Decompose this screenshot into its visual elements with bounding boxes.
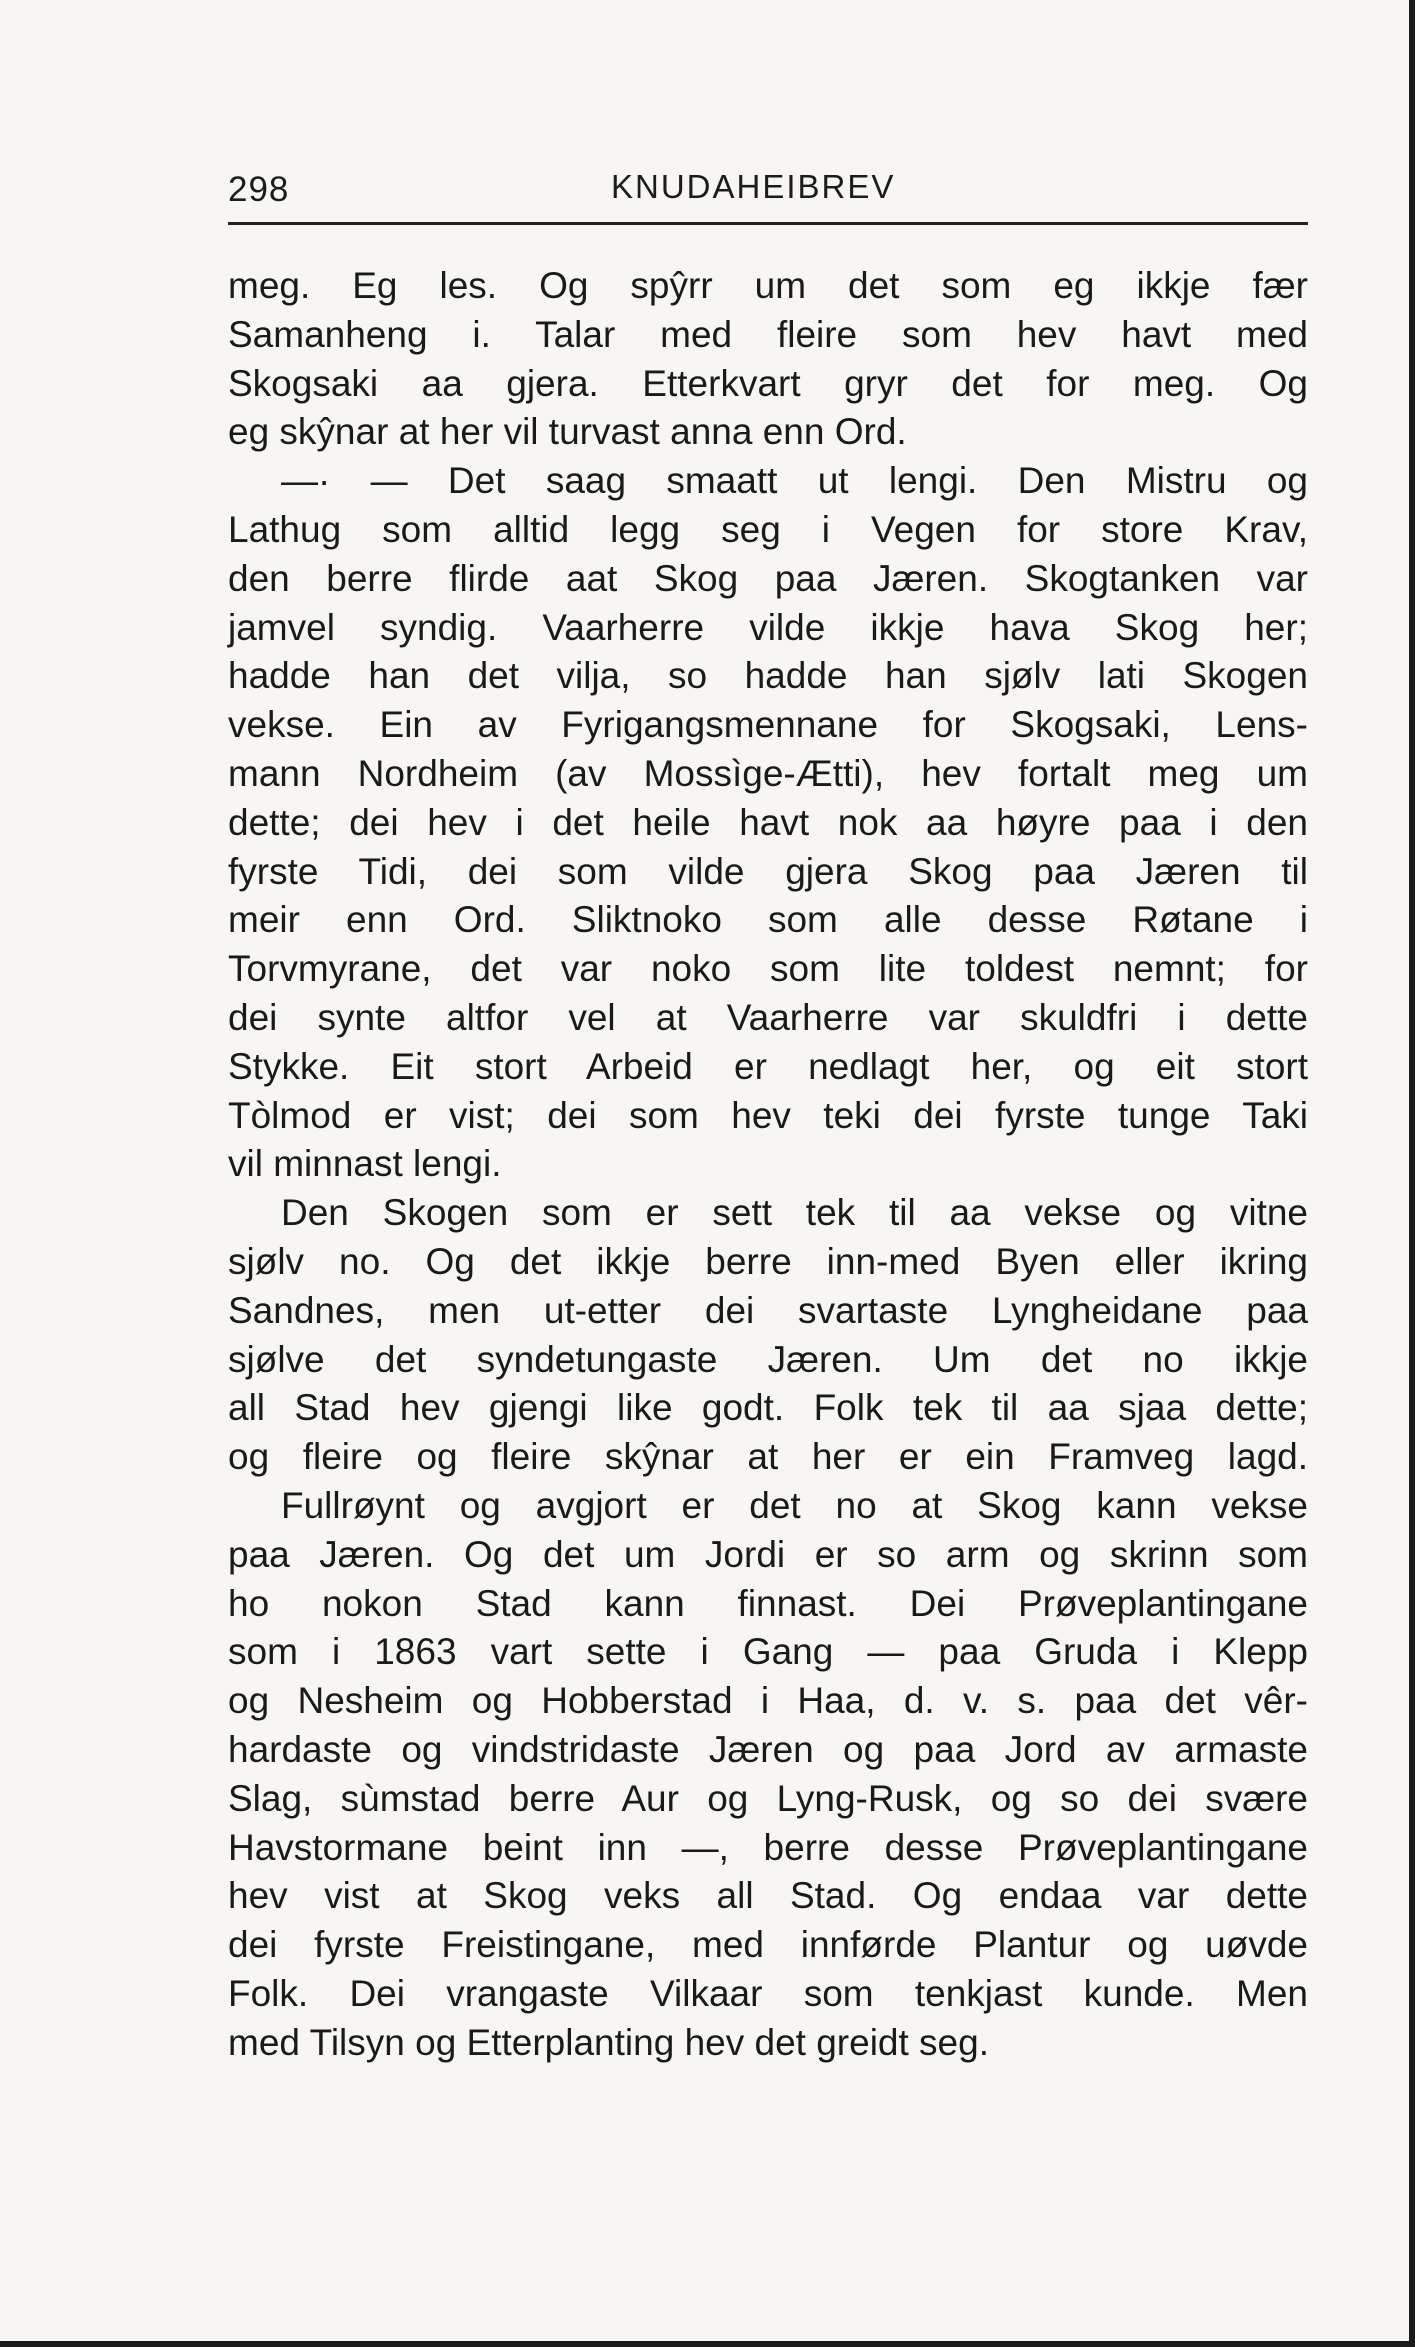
text-line: Fullrøynt og avgjort er det no at Skog kann vekse [281, 1484, 1308, 1526]
text-line: Lathug som alltid legg seg i Vegen for store Krav, [228, 508, 1308, 550]
text-line: dei fyrste Freistingane, med innførde Plantur og uøvde [228, 1924, 1308, 1966]
text-line: hardaste og vindstridaste Jæren og paa Jord av armaste [228, 1728, 1308, 1770]
text-line: den berre flirde aat Skog paa Jæren. Skogtanken var [228, 557, 1308, 599]
text-line: Slag, sùmstad berre Aur og Lyng-Rusk, og so dei svære [228, 1777, 1308, 1819]
page-number: 298 [228, 170, 290, 209]
text-line: med Tilsyn og Etterplanting hev det greidt seg. [228, 2021, 989, 2063]
text-line: sjølve det syndetungaste Jæren. Um det no ikkje [228, 1338, 1308, 1380]
text-line: Sandnes, men ut-etter dei svartaste Lyngheidane paa [228, 1289, 1308, 1331]
text-line: jamvel syndig. Vaarherre vilde ikkje hava Skog her; [228, 606, 1308, 648]
text-line: som i 1863 vart sette i Gang — paa Gruda i Klepp [228, 1631, 1308, 1673]
text-line: dei synte altfor vel at Vaarherre var skuldfri i dette [228, 996, 1308, 1038]
text-line: vekse. Ein av Fyrigangsmennane for Skogsaki, Lens- [228, 704, 1308, 746]
text-line: ho nokon Stad kann finnast. Dei Prøveplantingane [228, 1582, 1308, 1624]
running-title: KNUDAHEIBREV [611, 168, 896, 205]
text-line: meg. Eg les. Og spŷrr um det som eg ikkje fær [228, 265, 1308, 306]
text-line: —· — Det saag smaatt ut lengi. Den Mistru og [281, 460, 1308, 502]
text-line: meir enn Ord. Sliktnoko som alle desse Røtane i [228, 899, 1308, 941]
text-line: mann Nordheim (av Mossìge-Ætti), hev fortalt meg um [228, 752, 1308, 794]
text-line: paa Jæren. Og det um Jordi er so arm og skrinn som [228, 1533, 1308, 1575]
text-line: dette; dei hev i det heile havt nok aa høyre paa i den [228, 801, 1308, 843]
text-line: Folk. Dei vrangaste Vilkaar som tenkjast kunde. Men [228, 1972, 1308, 2014]
text-line: Havstormane beint inn —, berre desse Prøveplantingane [228, 1826, 1308, 1868]
text-line: sjølv no. Og det ikkje berre inn-med Byen eller ikring [228, 1240, 1308, 1282]
text-line: hev vist at Skog veks all Stad. Og endaa var dette [228, 1875, 1308, 1917]
text-line: Skogsaki aa gjera. Etterkvart gryr det for meg. Og [228, 362, 1308, 404]
text-line: og Nesheim og Hobberstad i Haa, d. v. s. paa det vêr- [228, 1680, 1308, 1722]
text-line: fyrste Tidi, dei som vilde gjera Skog paa Jæren til [228, 850, 1308, 892]
text-line: eg skŷnar at her vil turvast anna enn Ord. [228, 411, 907, 453]
text-line: Den Skogen som er sett tek til aa vekse og vitne [281, 1192, 1308, 1234]
text-line: vil minnast lengi. [228, 1143, 502, 1185]
running-head [228, 162, 1308, 225]
text-line: Torvmyrane, det var noko som lite toldest nemnt; for [228, 948, 1308, 990]
text-line: hadde han det vilja, so hadde han sjølv lati Skogen [228, 655, 1308, 697]
text-line: Tòlmod er vist; dei som hev teki dei fyrste tunge Taki [228, 1094, 1308, 1136]
text-line: og fleire og fleire skŷnar at her er ein Framveg lagd. [228, 1436, 1308, 1478]
text-line: Stykke. Eit stort Arbeid er nedlagt her, og eit stort [228, 1045, 1308, 1087]
text-line: Samanheng i. Talar med fleire som hev havt med [228, 313, 1308, 355]
text-line: all Stad hev gjengi like godt. Folk tek til aa sjaa dette; [228, 1387, 1308, 1429]
body-text [228, 262, 1308, 2067]
